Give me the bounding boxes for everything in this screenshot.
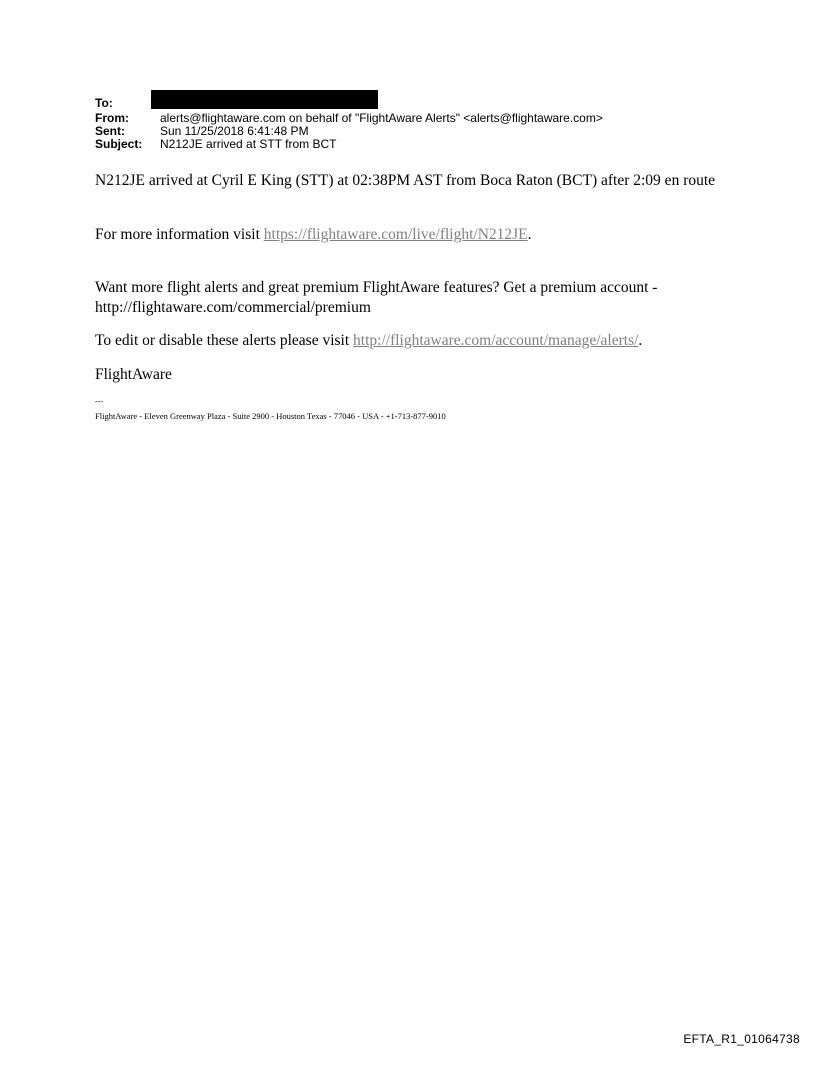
manage-alerts-link[interactable]: http://flightaware.com/account/manage/alerts/ [353, 332, 639, 349]
document-id: EFTA_R1_01064738 [683, 1032, 800, 1046]
to-label: To: [95, 96, 113, 110]
footer-address: FlightAware - Eleven Greenway Plaza - Suite 2900 - Houston Texas - 77046 - USA - +1-713-877-9010 [95, 411, 446, 421]
arrival-paragraph: N212JE arrived at Cyril E King (STT) at 02:38PM AST from Boca Raton (BCT) after 2:09 en route [95, 172, 716, 189]
edit-suffix: . [638, 332, 643, 349]
premium-line-1: Want more flight alerts and great premium FlightAware features? Get a premium account - [95, 279, 658, 296]
more-info-prefix: For more information visit [95, 226, 264, 243]
edit-alerts-paragraph [95, 331, 725, 351]
sent-value: Sun 11/25/2018 6:41:48 PM [160, 124, 309, 138]
signature: FlightAware [95, 366, 172, 383]
more-info-paragraph [95, 225, 725, 245]
redaction-bar [151, 90, 378, 109]
premium-url: http://flightaware.com/commercial/premium [95, 299, 371, 316]
from-value: alerts@flightaware.com on behalf of "FlightAware Alerts" <alerts@flightaware.com> [160, 111, 603, 125]
from-label: From: [95, 111, 129, 125]
edit-prefix: To edit or disable these alerts please visit [95, 332, 354, 349]
premium-paragraph [95, 278, 725, 318]
flight-tracking-link[interactable]: https://flightaware.com/live/flight/N212JE [263, 226, 528, 243]
footer-separator: --- [95, 397, 103, 406]
more-info-suffix: . [527, 226, 532, 243]
subject-value: N212JE arrived at STT from BCT [160, 137, 337, 151]
sent-label: Sent: [95, 124, 125, 138]
subject-label: Subject: [95, 137, 143, 151]
